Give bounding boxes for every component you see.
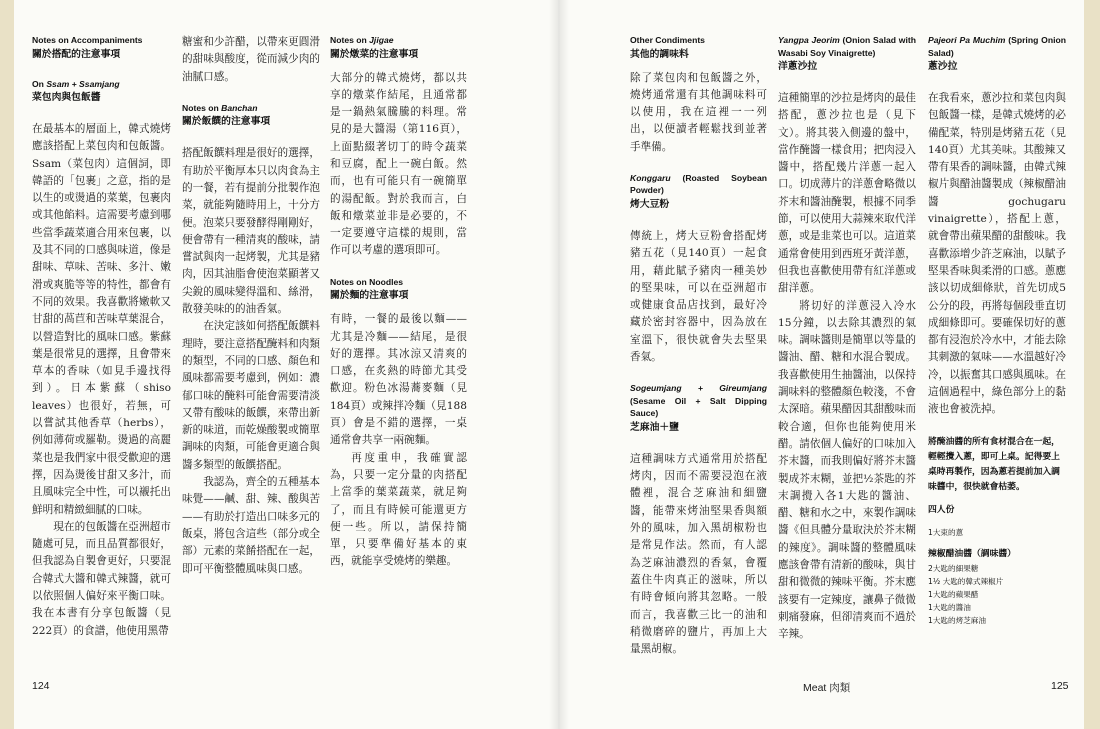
subheading-vinaigrette: 辣椒醋油醬（調味醬） — [928, 548, 1016, 559]
heading-sogeumjang-en — [630, 382, 767, 420]
paragraph-noodles-1: 有時，一餐的最後以麵——尤其是冷麵——結尾，是很好的選擇。其冰涼又清爽的口感，在炙熱的時節尤其受歡迎。粉色冰湯蕎麥麵（見184頁）或辣拌冷麵（見188頁）會是不錯的選擇，一桌通常會共享一兩碗麵。 — [330, 313, 467, 447]
right-column-1 — [630, 34, 767, 658]
heading-yangpa-zh: 洋蔥沙拉 — [778, 61, 818, 72]
heading-pajeori-italic: Pajeori Pa Muchim — [928, 35, 1006, 45]
paragraph-banchan-2: 在決定該如何搭配飯饌料理時，要注意搭配醃料和肉類的類型，不同的口感、顏色和風味都需要考慮到，例如：濃郁口味的醃料可能會需要清淡又帶有酸味的飯饌，來帶出新新的味道，而乾燥酸製或簡單調味的肉類，可能會更適合與醬多類型的飯饌搭配。 — [182, 320, 320, 471]
heading-condiments-en: Other Condiments — [630, 35, 705, 45]
heading-pajeori-zh: 蔥沙拉 — [928, 61, 958, 72]
paragraph-ssam-1: 在最基本的層面上，韓式燒烤應該搭配上菜包肉和包飯醬。Ssam（菜包肉）這個詞，即韓語的「包裹」之意，指的是以生的或燙過的菜葉，包裹肉或其他餡料。這需要考慮到哪些當季蔬菜適合用來包裹，以及其不同的口感與味道，像是甜味、草味、苦味、多汁、嫩滑或爽脆等等的特性，都會有不同的效果。我喜歡將嫩軟又甘甜的萵苣和苦味草葉混合，以營造對比的風味口感。紫蘇葉是很常見的選擇，且會帶來草本的香味（如見手邊找得到）。日本紫蘇（shiso leaves）也很好，若無，可以嘗試其他香草（herbs），例如薄荷或羅勒。燙過的高麗菜也是我們家中很受歡迎的選擇，因為燙後甘甜又多汁，而且風味完全中性，可以襯托出鮮明和精緻細膩的口味。 — [32, 123, 171, 516]
paragraph-noodles-2: 再度重申，我確實認為，只要一定分量的肉搭配上當季的葉菜蔬菜，就足夠了，而且有時候可能還更方便一些。所以，請保持簡單，只要準備好基本的東西，就能享受燒烤的樂趣。 — [330, 451, 467, 568]
right-column-3 — [928, 34, 1066, 627]
heading-konggaru-zh: 烤大豆粉 — [630, 198, 670, 210]
left-column-1 — [32, 34, 171, 640]
left-column-3 — [330, 34, 467, 571]
ingredient-sesame-oil: 1大匙的烤芝麻油 — [928, 615, 986, 625]
heading-konggaru-en — [630, 172, 767, 197]
heading-condiments-zh: 其他的調味料 — [630, 48, 689, 60]
heading-ssam-en — [32, 78, 171, 91]
right-column-2 — [778, 34, 916, 644]
heading-banchan-italic: Banchan — [221, 102, 258, 113]
heading-ssam-prefix: On — [32, 78, 47, 89]
paragraph-jjigae: 大部分的韓式燒烤，都以共享的燉菜作結尾，且通常都是一鍋熱氣騰騰的料理。常見的是大醬湯（第116頁），上面點綴著切丁的時令蔬菜和豆腐，配上一碗白飯。然而，也有可能只有一碗簡單的湯配飯。對於我而言，白飯和燉菜並非是必要的，不一定要遵守這樣的規則，當作可以考慮的選項即可。 — [330, 71, 467, 257]
heading-banchan-zh: 關於飯饌的注意事項 — [182, 116, 271, 128]
ingredient-sugar: 2大匙的細果糖 — [928, 563, 979, 573]
heading-banchan-en — [182, 102, 320, 115]
heading-jjigae-italic: Jjigae — [369, 35, 394, 45]
heading-yangpa-suffix: (Onion Salad with Wasabi Soy Vinaigrette) — [778, 35, 916, 58]
page-number-left: 124 — [32, 680, 50, 692]
heading-konggaru-italic: Konggaru — [630, 172, 671, 183]
right-background-edge — [1086, 0, 1100, 729]
book-spread — [14, 0, 1084, 729]
serves-label: 四人份 — [928, 504, 955, 515]
heading-accompaniments-en: Notes on Accompaniments — [32, 35, 143, 45]
left-column-2 — [182, 34, 320, 578]
paragraph-banchan-3: 我認為，齊全的五種基本味覺——鹹、甜、辣、酸與苦——有助於打造出口味多元的飯桌，將包含這些（部分或全部）元素的菜餚搭配在一起，即可平衡整體風味與口感。 — [182, 476, 320, 575]
ingredient-soy-sauce: 1大匙的醬油 — [928, 602, 971, 612]
heading-yangpa-en — [778, 34, 916, 59]
paragraph-ssam-continued: 糖蜜和少許醋，以帶來更圓滑的甜味與酸度，從而減少肉的油膩口感。 — [182, 36, 320, 83]
heading-sogeumjang-zh: 芝麻油＋鹽 — [630, 421, 679, 433]
heading-accompaniments-zh: 關於搭配的注意事項 — [32, 48, 121, 60]
paragraph-konggaru: 傳統上，烤大豆粉會搭配烤豬五花（見140頁）一起食用，藉此賦予豬肉一種美妙的堅果味，可以在亞洲超市或健康食品店找到，最好冷藏於密封容器中，因為放在室溫下，很快就會失去堅果香氣。 — [630, 229, 767, 364]
heading-sogeumjang-suffix: (Sesame Oil + Salt Dipping Sauce) — [630, 395, 767, 419]
running-head: Meat 肉類 — [803, 682, 851, 694]
heading-noodles-zh: 關於麵的注意事項 — [330, 290, 409, 302]
paragraph-banchan-1: 搭配飯饌料理是很好的選擇，有助於平衡厚本只以肉食為主的一餐，若有提前分批製作泡菜，就能夠隨時用上，十分方便。泡菜只要發酵得剛剛好，便會帶有一種清爽的酸味，請嘗試與肉一起烤製，尤其是豬肉，因其油脂會使泡菜顯著又尖銳的風味變得溫和、絲滑，散發美味的的油香氣。 — [182, 147, 320, 316]
ingredient-spring-onion: 1大束的蔥 — [928, 527, 964, 537]
heading-pajeori-suffix: (Spring Onion Salad) — [928, 35, 1066, 58]
paragraph-condiments: 除了菜包肉和包飯醬之外，燒烤通常還有其他調味料可以使用，我在這裡一一列出，以便讀者輕鬆找到並著手準備。 — [630, 71, 767, 153]
heading-ssam-italic: Ssam + Ssamjang — [46, 78, 120, 89]
heading-konggaru-suffix: (Roasted Soybean Powder) — [630, 172, 767, 196]
paragraph-yangpa-1: 這種簡單的沙拉是烤肉的最佳搭配，蔥沙拉也是（見下文）。將其裝入側邊的盤中，當作醃醬一樣食用；把肉浸入醬中，搭配幾片洋蔥一起入口。切成薄片的洋蔥會略微以芥末和醬油醃製，根據不同季節，可以使用大蒜辣來取代洋蔥，或是韭菜也可以。這道菜通常會使用到西班牙黃洋蔥，但我也喜歡使用帶有紅洋蔥或甜洋蔥。 — [778, 92, 916, 295]
heading-jjigae-zh: 關於燉菜的注意事項 — [330, 48, 419, 60]
heading-yangpa-italic: Yangpa Jeorim — [778, 35, 840, 45]
paragraph-pajeori-instructions: 將醃油醬的所有食材混合在一起，輕輕攪入蔥，即可上桌。記得要上桌時再製作，因為蔥若提前加入調味醬中，很快就會枯萎。 — [928, 436, 1060, 492]
heading-jjigae-en — [330, 34, 467, 47]
paragraph-sogeumjang: 這種調味方式通常用於搭配烤肉，因而不需要浸泡在液體裡，混合芝麻油和細鹽醬，能帶來烤油堅果香與額外的風味，加入黑胡椒粉也是常見作法。然而，有人認為芝麻油濃烈的香氣，會覆蓋住牛肉真正的滋味，所以有時會傾向將其忽略。一般而言，我喜歡三比一的油和稍微磨碎的鹽片，再加上大量黑胡椒。 — [630, 452, 767, 656]
heading-noodles-en: Notes on Noodles — [330, 276, 404, 287]
heading-pajeori-en — [928, 34, 1066, 59]
paragraph-yangpa-2: 將切好的洋蔥浸入冷水15分鐘，以去除其濃烈的氣味。調味醬則是簡單以等量的醬油、醋、糖和水混合製成。我喜歡使用生抽醬油，以保持調味料的整體顏色較淺，不會太深暗。蘋果醋因其甜酸味而較合適，但你也能夠使用米醋。請依個人偏好的口味加入芥末醬，而我則偏好將芥末醬製成芥末糊，並把½茶匙的芥末調攪入各1大匙的醬油、醋、糖和水之中，來製作調味醬《但具體分量取決於芥末糊的辣度》。調味醬的整體風味應該會帶有清新的酸味，與甘甜和微微的辣味平衡。芥末應該要有一定辣度，讓鼻子微微刺痛發麻，但卻清爽而不過於辛辣。 — [778, 299, 916, 641]
book-gutter — [549, 0, 569, 729]
ingredient-chili-flakes: 1½ 大匙的韓式辣椒片 — [928, 576, 1004, 586]
heading-jjigae-prefix: Notes on — [330, 35, 370, 45]
left-background-edge — [0, 0, 14, 729]
heading-ssam-zh: 菜包肉與包飯醬 — [32, 92, 101, 103]
heading-sogeumjang-italic: Sogeumjang + Gireumjang — [630, 383, 767, 394]
heading-banchan-prefix: Notes on — [182, 102, 222, 113]
ingredient-cider-vinegar: 1大匙的蘋果醋 — [928, 589, 979, 599]
page-number-right: 125 — [1051, 680, 1069, 692]
paragraph-pajeori-1: 在我看來，蔥沙拉和菜包肉與包飯醬一樣，是韓式燒烤的必備配菜，特別是烤豬五花（見140頁）尤其美味。其酸辣又帶有果香的調味醬，由韓式辣椒片與醋油醬製成（辣椒醋油醬gochugaru vinaigrette），搭配上蔥，就會帶出蘋果醋的甜酸味。我喜歡添增少許芝麻油，以賦予堅果香味與柔滑的口感。蔥應該以切成細條狀，首先切成5公分的段，再將每個段垂直切成細條即可。要確保切好的蔥都有浸泡於冷水中，才能去除其刺激的氣味——水溫越好冷冷，以振奮其口感與風味。在這個過程中，綠色部分上的黏液也會被洗掉。 — [928, 92, 1066, 416]
paragraph-ssam-2: 現在的包飯醬在亞洲超市隨處可見，而且品質都很好，但我認為自製會更好，只要混合韓式大醬和韓式辣醬，就可以依照個人偏好來平衡口味。我在本書有分享包飯醬（見222頁）的食譜，他使用黑帶 — [32, 520, 171, 637]
